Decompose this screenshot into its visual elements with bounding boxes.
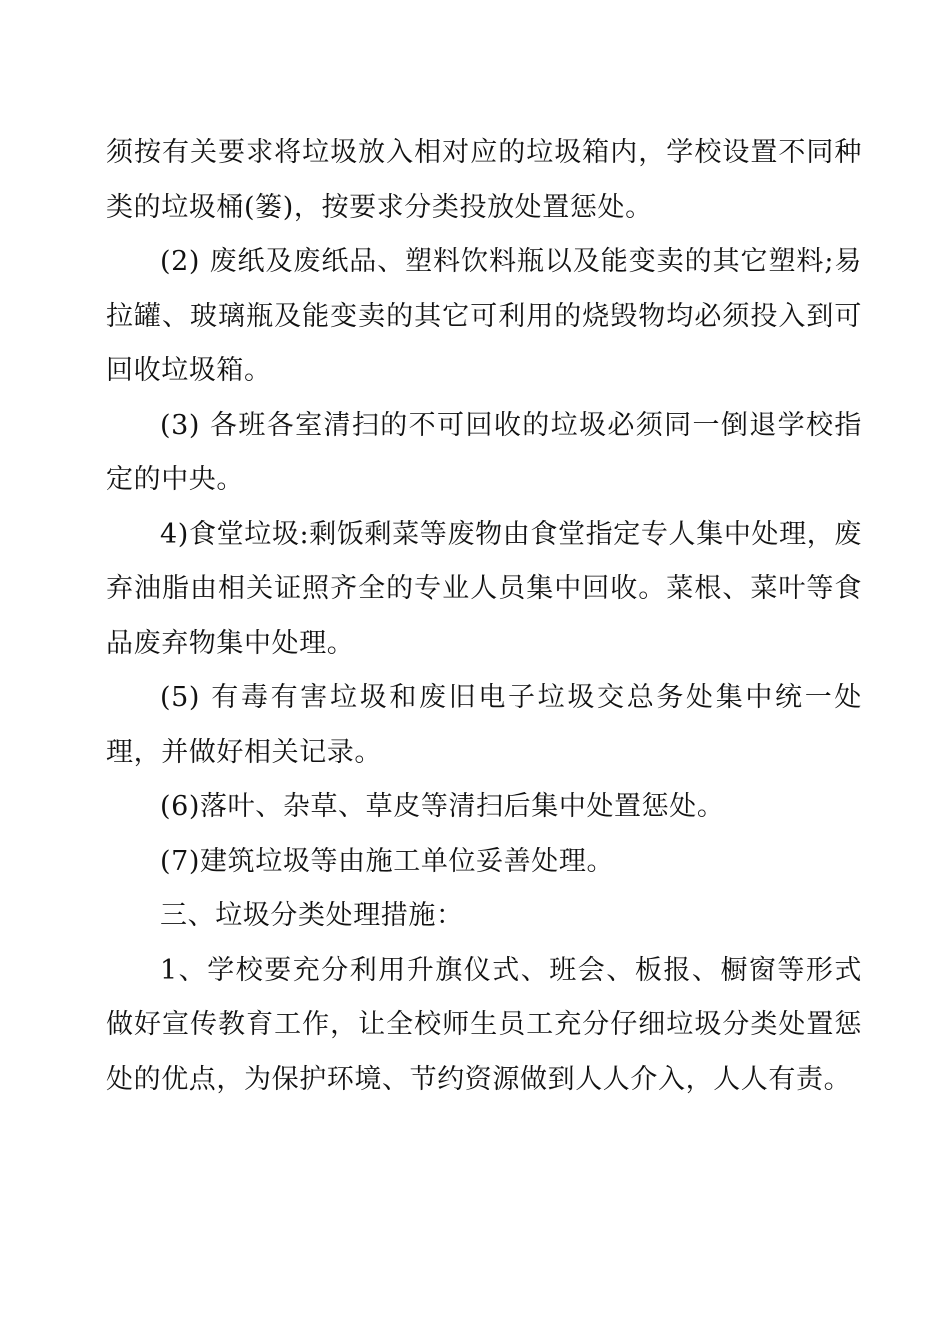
- section-heading-3: 三、垃圾分类处理措施：: [160, 900, 464, 931]
- paragraph-item-5: (5) 有毒有害垃圾和废旧电子垃圾交总务处集中统一处理，并做好相关记录。: [106, 682, 862, 768]
- paragraph-measure-1: 1、学校要充分利用升旗仪式、班会、板报、橱窗等形式做好宣传教育工作，让全校师生员工充分仔细垃圾分类处置惩处的优点，为保护环境、节约资源做到人人介入，人人有责。: [106, 954, 862, 1095]
- document-body: [106, 126, 862, 1107]
- paragraph-continuation: 须按有关要求将垃圾放入相对应的垃圾箱内，学校设置不同种类的垃圾桶(篓)，按要求分类投放处置惩处。: [106, 137, 862, 223]
- paragraph-item-2: (2) 废纸及废纸品、塑料饮料瓶以及能变卖的其它塑料;易拉罐、玻璃瓶及能变卖的其它可利用的烧毁物均必须投入到可回收垃圾箱。: [106, 246, 862, 386]
- paragraph-item-4: 4)食堂垃圾:剩饭剩菜等废物由食堂指定专人集中处理，废弃油脂由相关证照齐全的专业人员集中回收。菜根、菜叶等食品废弃物集中处理。: [106, 518, 862, 659]
- paragraph-item-7: (7)建筑垃圾等由施工单位妥善处理。: [160, 845, 615, 877]
- paragraph-item-3: (3) 各班各室清扫的不可回收的垃圾必须同一倒退学校指定的中央。: [106, 409, 862, 495]
- paragraph-item-6: (6)落叶、杂草、草皮等清扫后集中处置惩处。: [160, 791, 725, 822]
